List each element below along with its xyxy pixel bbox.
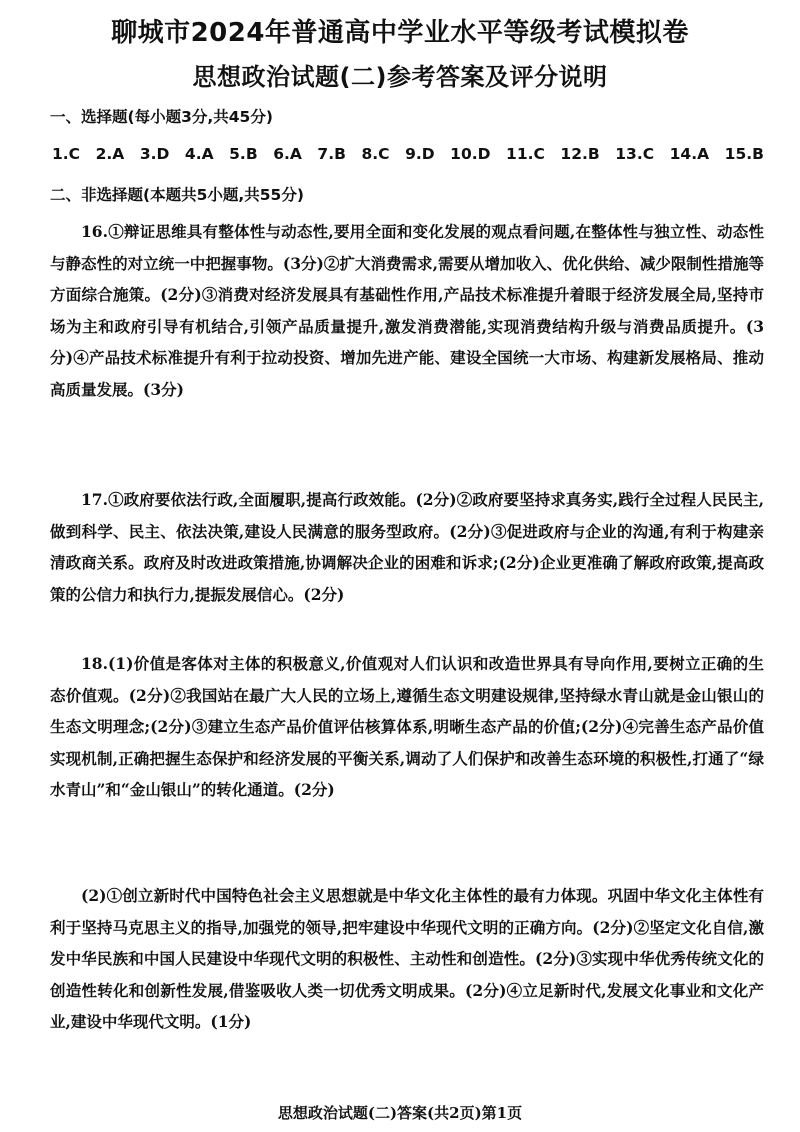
- page-footer: 思想政治试题(二)答案(共2页)第1页: [277, 1104, 523, 1122]
- section-heading-essay: 二、非选择题(本题共5小题,共55分): [50, 186, 304, 204]
- answer-item: 3.D: [139, 145, 170, 163]
- choice-answers-row: [52, 145, 764, 163]
- page-subtitle: 思想政治试题(二)参考答案及评分说明: [192, 63, 608, 91]
- answer-q17: 17.①政府要依法行政,全面履职,提高行政效能。(2分)②政府要坚持求真务实,践行全过程人民民主,做到科学、民主、依法决策,建设人民满意的服务型政府。(2分)③促进政府与企业的沟通,有利于构建亲清政商关系。政府及时改进政策措施,协调解决企业的困难和诉求;(2分)企业更准确了解政府政策,提高政策的公信力和执行力,提振发展信心。(2分): [50, 490, 764, 604]
- answer-q18-part2: (2)①创立新时代中国特色社会主义思想就是中华文化主体性的最有力体现。巩固中华文化主体性有利于坚持马克思主义的指导,加强党的领导,把牢建设中华现代文明的正确方向。(2分)②坚定文化自信,激发中华民族和中国人民建设中华现代文明的积极性、主动性和创造性。(2分)③实现中华优秀传统文化的创造性转化和创新性发展,借鉴吸收人类一切优秀文明成果。(2分)④立足新时代,发展文化事业和文化产业,建设中华现代文明。(1分): [50, 886, 764, 1032]
- answer-item: 12.B: [560, 145, 600, 163]
- answer-item: 2.A: [95, 145, 125, 163]
- answer-item: 14.A: [669, 145, 710, 163]
- section-heading-choice: 一、选择题(每小题3分,共45分): [50, 108, 273, 126]
- answer-item: 10.D: [450, 145, 491, 163]
- answer-item: 4.A: [184, 145, 214, 163]
- answer-item: 6.A: [273, 145, 302, 163]
- page-title: 聊城市2024年普通高中学业水平等级考试模拟卷: [111, 18, 689, 48]
- answer-item: 1.C: [52, 145, 81, 163]
- answer-item: 13.C: [615, 145, 655, 163]
- answer-item: 8.C: [361, 145, 390, 163]
- answer-item: 9.D: [405, 145, 435, 163]
- answer-item: 15.B: [724, 145, 764, 163]
- answer-item: 11.C: [506, 145, 545, 163]
- answer-item: 5.B: [229, 145, 258, 163]
- answer-q16: 16.①辩证思维具有整体性与动态性,要用全面和变化发展的观点看问题,在整体性与独立性、动态性与静态性的对立统一中把握事物。(3分)②扩大消费需求,需要从增加收入、优化供给、减少限制性措施等方面综合施策。(2分)③消费对经济发展具有基础性作用,产品技术标准提升着眼于经济发展全局,坚持市场为主和政府引导有机结合,引领产品质量提升,激发消费潜能,实现消费结构升级与消费品质提升。(3分)④产品技术标准提升有利于拉动投资、增加先进产能、建设全国统一大市场、构建新发展格局、推动高质量发展。(3分): [50, 222, 764, 399]
- answer-q18-part1: 18.(1)价值是客体对主体的积极意义,价值观对人们认识和改造世界具有导向作用,要树立正确的生态价值观。(2分)②我国站在最广大人民的立场上,遵循生态文明建设规律,坚持绿水青山就是金山银山的生态文明理念;(2分)③建立生态产品价值评估核算体系,明晰生态产品的价值;(2分)④完善生态产品价值实现机制,正确把握生态保护和经济发展的平衡关系,调动了人们保护和改善生态环境的积极性,打通了“绿水青山”和“金山银山”的转化通道。(2分): [50, 654, 764, 800]
- answer-item: 7.B: [317, 145, 346, 163]
